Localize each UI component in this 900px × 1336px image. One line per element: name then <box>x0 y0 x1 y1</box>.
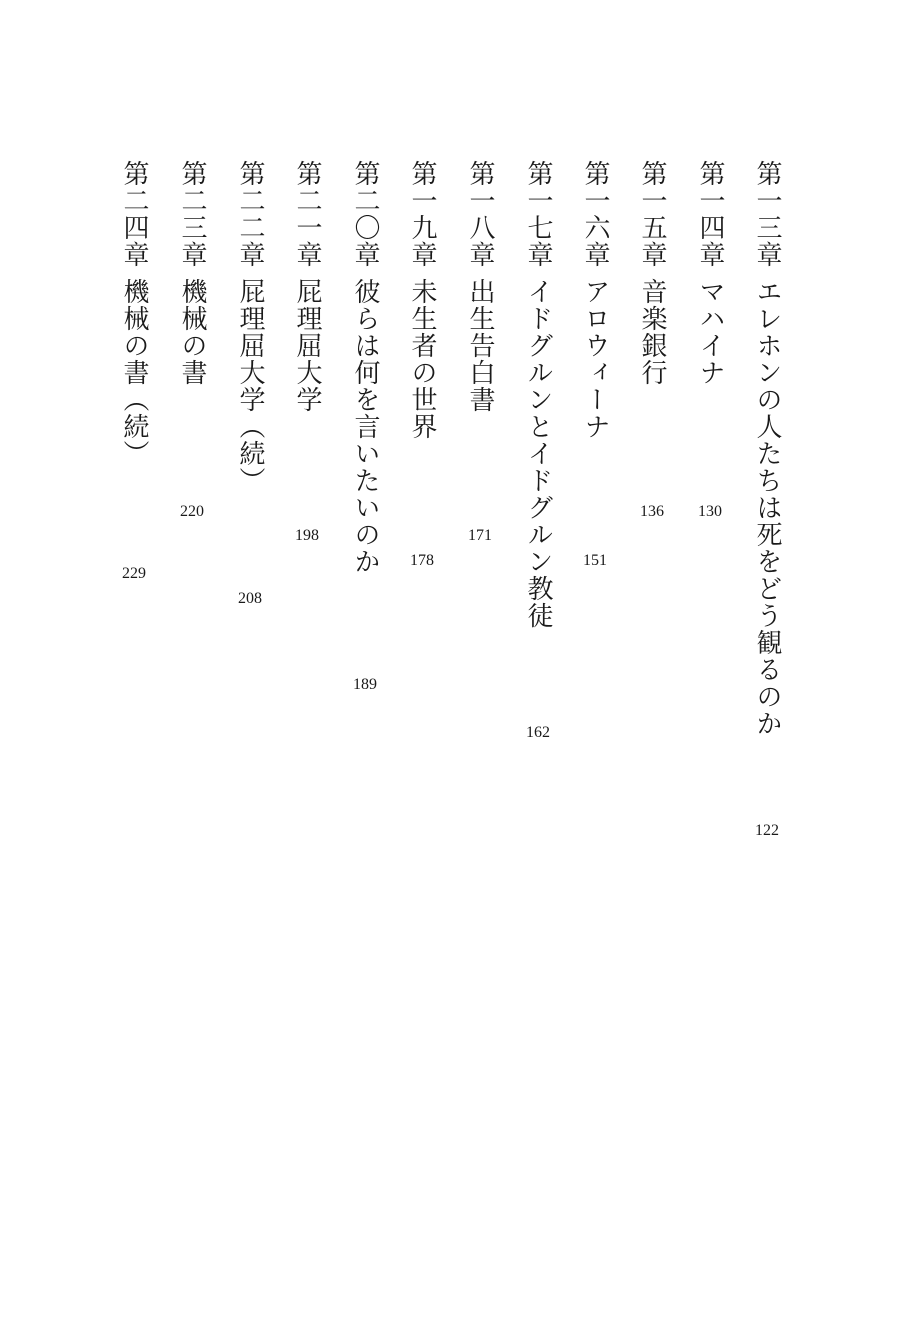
toc-entry-ch23 <box>172 160 212 880</box>
chapter-number: 第一六章 <box>580 160 610 268</box>
page-number: 171 <box>468 527 492 544</box>
toc-entry-ch15 <box>632 160 672 880</box>
toc-entry-ch21 <box>287 160 327 880</box>
page-number: 151 <box>583 552 607 569</box>
page-number: 122 <box>755 822 779 839</box>
chapter-title: 音楽銀行 <box>637 278 667 386</box>
toc-entry-ch14 <box>690 160 730 880</box>
page-number: 198 <box>295 527 319 544</box>
chapter-title: 屁理屈大学（続） <box>235 278 265 494</box>
toc-entry-ch19 <box>402 160 442 880</box>
toc-entry-ch13 <box>747 160 787 880</box>
chapter-title: 機械の書（続） <box>119 278 149 467</box>
toc-entry-ch18 <box>460 160 500 880</box>
page-number: 189 <box>353 676 377 693</box>
page-number: 178 <box>410 552 434 569</box>
chapter-number: 第一四章 <box>695 160 725 268</box>
toc-entry-ch24 <box>114 160 154 880</box>
toc-entry-ch16 <box>575 160 615 880</box>
chapter-number: 第二三章 <box>177 160 207 268</box>
page-number: 162 <box>526 724 550 741</box>
chapter-number: 第二四章 <box>119 160 149 268</box>
toc-entry-ch22 <box>230 160 270 880</box>
page-number: 208 <box>238 590 262 607</box>
chapter-number: 第二一章 <box>292 160 322 268</box>
chapter-number: 第二〇章 <box>350 160 380 268</box>
page-number: 136 <box>640 503 664 520</box>
chapter-title: 未生者の世界 <box>407 278 437 440</box>
chapter-title: 彼らは何を言いたいのか <box>350 278 380 575</box>
chapter-number: 第一五章 <box>637 160 667 268</box>
chapter-title: イドグルンとイドグルン教徒 <box>523 278 553 629</box>
chapter-title: 屁理屈大学 <box>292 278 322 413</box>
page-number: 220 <box>180 503 204 520</box>
toc-entry-ch17 <box>518 160 558 880</box>
chapter-number: 第一七章 <box>523 160 553 268</box>
chapter-number: 第一九章 <box>407 160 437 268</box>
chapter-number: 第一三章 <box>752 160 782 268</box>
chapter-title: 機械の書 <box>177 278 207 386</box>
chapter-number: 第二二章 <box>235 160 265 268</box>
chapter-title: アロウィーナ <box>580 278 610 440</box>
chapter-number: 第一八章 <box>465 160 495 268</box>
page-number: 229 <box>122 565 146 582</box>
page-number: 130 <box>698 503 722 520</box>
chapter-title: エレホンの人たちは死をどう観るのか <box>752 278 782 737</box>
chapter-title: 出生告白書 <box>465 278 495 413</box>
chapter-title: マハイナ <box>695 278 725 386</box>
toc-entry-ch20 <box>345 160 385 880</box>
